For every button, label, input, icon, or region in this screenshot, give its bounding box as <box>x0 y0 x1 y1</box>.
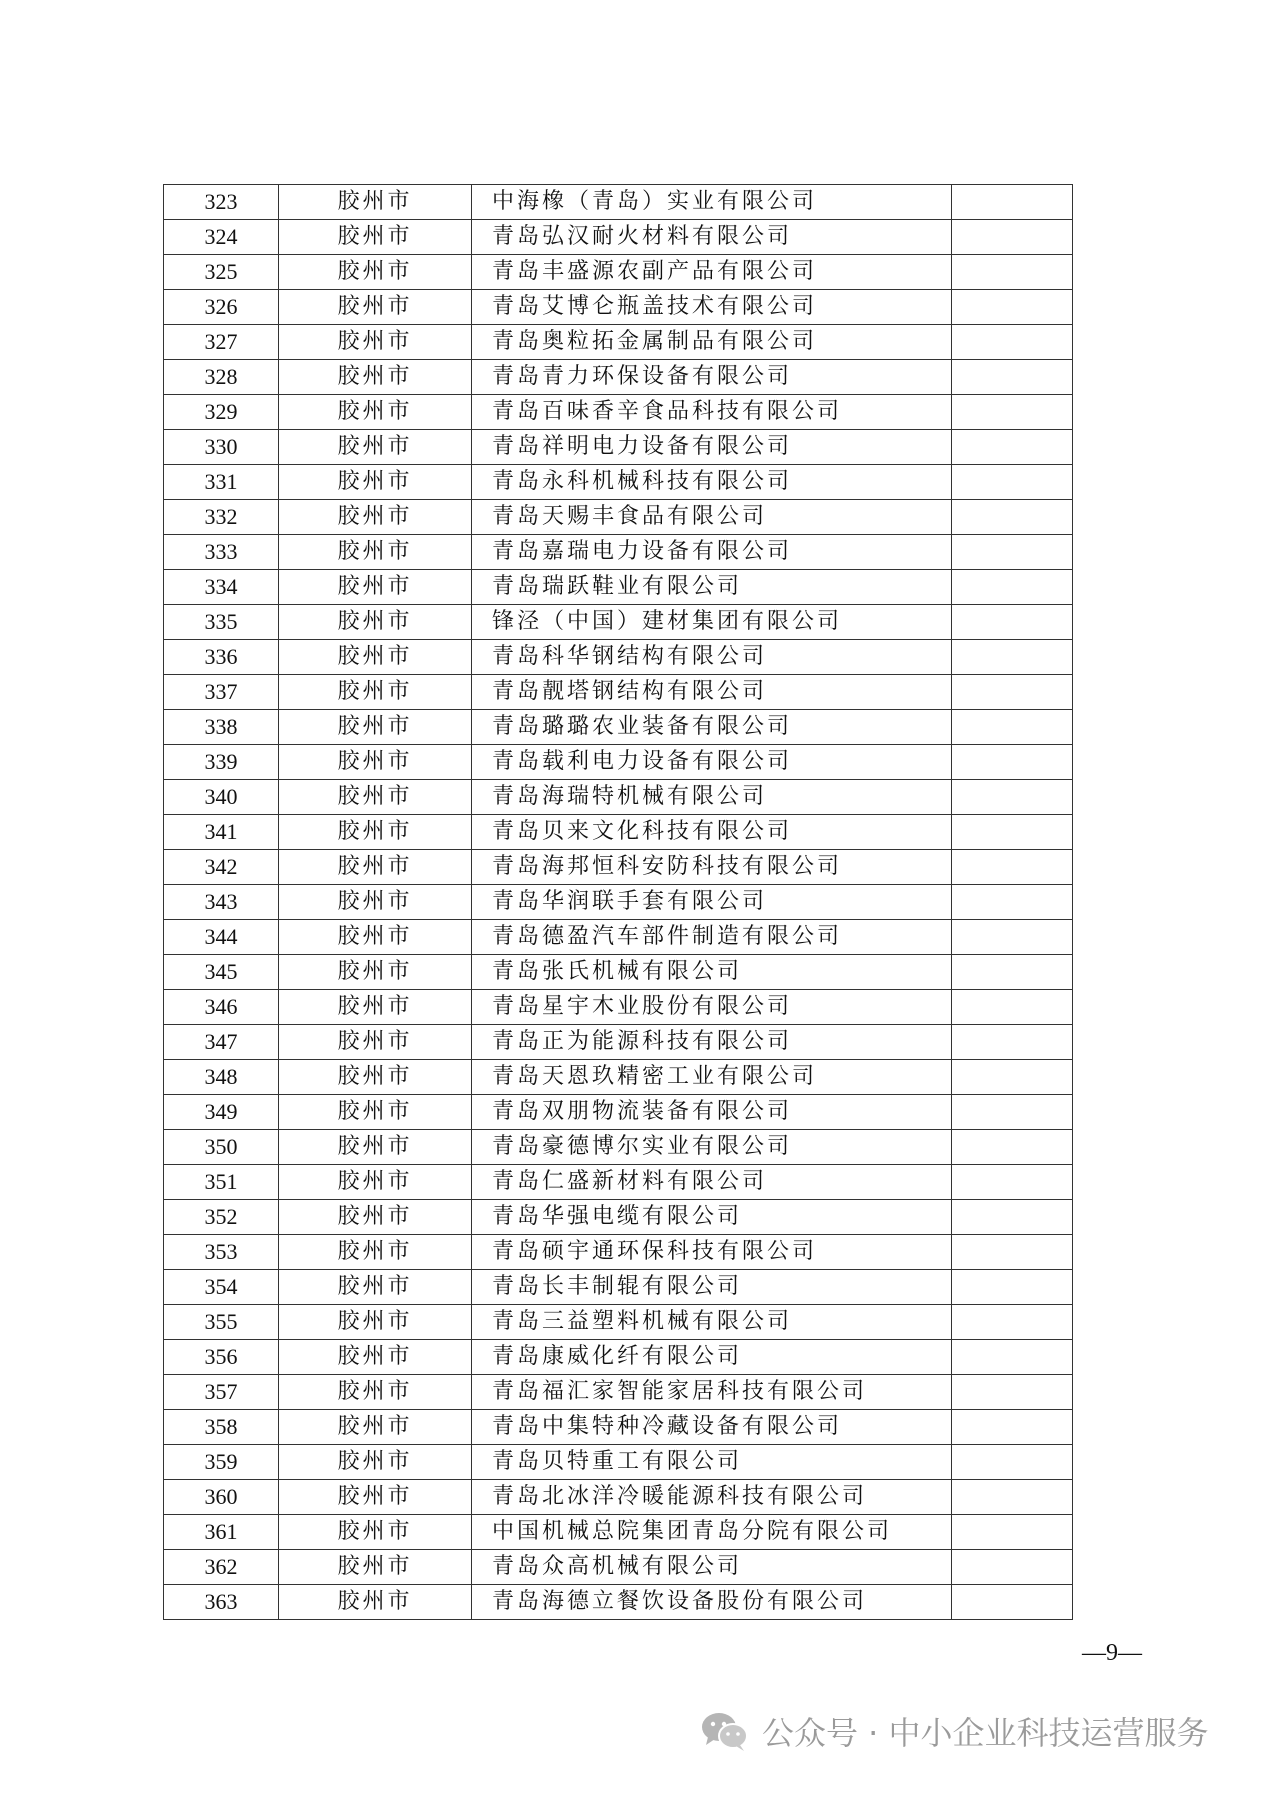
company-name-cell: 青岛璐璐农业装备有限公司 <box>472 710 952 745</box>
company-name-cell: 青岛丰盛源农副产品有限公司 <box>472 255 952 290</box>
table-row <box>164 955 1073 990</box>
remark-cell <box>952 920 1073 955</box>
company-name-cell: 青岛贝来文化科技有限公司 <box>472 815 952 850</box>
region-cell: 胶州市 <box>279 815 472 850</box>
remark-cell <box>952 1515 1073 1550</box>
row-number-cell: 332 <box>164 500 279 535</box>
remark-cell <box>952 1060 1073 1095</box>
table-row <box>164 465 1073 500</box>
region-cell: 胶州市 <box>279 395 472 430</box>
row-number-cell: 338 <box>164 710 279 745</box>
region-cell: 胶州市 <box>279 1095 472 1130</box>
table-row <box>164 185 1073 220</box>
table-row <box>164 605 1073 640</box>
row-number-cell: 361 <box>164 1515 279 1550</box>
region-cell: 胶州市 <box>279 605 472 640</box>
remark-cell <box>952 1585 1073 1620</box>
company-name-cell: 青岛福汇家智能家居科技有限公司 <box>472 1375 952 1410</box>
region-cell: 胶州市 <box>279 1480 472 1515</box>
company-name-cell: 青岛仁盛新材料有限公司 <box>472 1165 952 1200</box>
region-cell: 胶州市 <box>279 990 472 1025</box>
row-number-cell: 352 <box>164 1200 279 1235</box>
company-name-cell: 青岛康威化纤有限公司 <box>472 1340 952 1375</box>
region-cell: 胶州市 <box>279 1130 472 1165</box>
company-name-cell: 青岛长丰制辊有限公司 <box>472 1270 952 1305</box>
region-cell: 胶州市 <box>279 1550 472 1585</box>
company-name-cell: 青岛嘉瑞电力设备有限公司 <box>472 535 952 570</box>
region-cell: 胶州市 <box>279 1235 472 1270</box>
remark-cell <box>952 1235 1073 1270</box>
remark-cell <box>952 395 1073 430</box>
table-row <box>164 745 1073 780</box>
remark-cell <box>952 1305 1073 1340</box>
remark-cell <box>952 1165 1073 1200</box>
region-cell: 胶州市 <box>279 1375 472 1410</box>
company-name-cell: 青岛双朋物流装备有限公司 <box>472 1095 952 1130</box>
table-row <box>164 885 1073 920</box>
company-name-cell: 青岛天赐丰食品有限公司 <box>472 500 952 535</box>
company-name-cell: 青岛华强电缆有限公司 <box>472 1200 952 1235</box>
row-number-cell: 342 <box>164 850 279 885</box>
remark-cell <box>952 570 1073 605</box>
remark-cell <box>952 360 1073 395</box>
remark-cell <box>952 885 1073 920</box>
region-cell: 胶州市 <box>279 885 472 920</box>
table-row <box>164 395 1073 430</box>
company-name-cell: 青岛青力环保设备有限公司 <box>472 360 952 395</box>
company-name-cell: 青岛弘汉耐火材料有限公司 <box>472 220 952 255</box>
row-number-cell: 341 <box>164 815 279 850</box>
row-number-cell: 329 <box>164 395 279 430</box>
company-table <box>163 184 1073 1620</box>
region-cell: 胶州市 <box>279 255 472 290</box>
table-row <box>164 570 1073 605</box>
region-cell: 胶州市 <box>279 955 472 990</box>
row-number-cell: 337 <box>164 675 279 710</box>
row-number-cell: 330 <box>164 430 279 465</box>
remark-cell <box>952 1340 1073 1375</box>
table-row <box>164 1165 1073 1200</box>
remark-cell <box>952 185 1073 220</box>
remark-cell <box>952 1445 1073 1480</box>
row-number-cell: 350 <box>164 1130 279 1165</box>
company-name-cell: 青岛永科机械科技有限公司 <box>472 465 952 500</box>
remark-cell <box>952 500 1073 535</box>
company-name-cell: 青岛星宇木业股份有限公司 <box>472 990 952 1025</box>
region-cell: 胶州市 <box>279 465 472 500</box>
region-cell: 胶州市 <box>279 1165 472 1200</box>
remark-cell <box>952 535 1073 570</box>
region-cell: 胶州市 <box>279 325 472 360</box>
region-cell: 胶州市 <box>279 710 472 745</box>
page-number: —9— <box>1082 1640 1142 1666</box>
region-cell: 胶州市 <box>279 1515 472 1550</box>
company-name-cell: 青岛科华钢结构有限公司 <box>472 640 952 675</box>
company-name-cell: 中国机械总院集团青岛分院有限公司 <box>472 1515 952 1550</box>
region-cell: 胶州市 <box>279 220 472 255</box>
remark-cell <box>952 255 1073 290</box>
company-name-cell: 青岛豪德博尔实业有限公司 <box>472 1130 952 1165</box>
company-name-cell: 青岛海德立餐饮设备股份有限公司 <box>472 1585 952 1620</box>
table-row <box>164 1235 1073 1270</box>
row-number-cell: 354 <box>164 1270 279 1305</box>
region-cell: 胶州市 <box>279 850 472 885</box>
region-cell: 胶州市 <box>279 430 472 465</box>
remark-cell <box>952 1410 1073 1445</box>
region-cell: 胶州市 <box>279 1410 472 1445</box>
region-cell: 胶州市 <box>279 1445 472 1480</box>
region-cell: 胶州市 <box>279 640 472 675</box>
company-name-cell: 青岛祥明电力设备有限公司 <box>472 430 952 465</box>
table-row <box>164 1130 1073 1165</box>
table-row <box>164 1585 1073 1620</box>
region-cell: 胶州市 <box>279 780 472 815</box>
table-body <box>164 185 1073 1620</box>
row-number-cell: 359 <box>164 1445 279 1480</box>
table-row <box>164 1550 1073 1585</box>
table-row <box>164 1515 1073 1550</box>
remark-cell <box>952 605 1073 640</box>
row-number-cell: 344 <box>164 920 279 955</box>
region-cell: 胶州市 <box>279 290 472 325</box>
row-number-cell: 336 <box>164 640 279 675</box>
table-row <box>164 500 1073 535</box>
remark-cell <box>952 815 1073 850</box>
company-name-cell: 青岛百味香辛食品科技有限公司 <box>472 395 952 430</box>
company-name-cell: 青岛张氏机械有限公司 <box>472 955 952 990</box>
table-row <box>164 780 1073 815</box>
remark-cell <box>952 1480 1073 1515</box>
region-cell: 胶州市 <box>279 185 472 220</box>
table-row <box>164 430 1073 465</box>
remark-cell <box>952 745 1073 780</box>
remark-cell <box>952 1130 1073 1165</box>
company-name-cell: 青岛硕宇通环保科技有限公司 <box>472 1235 952 1270</box>
remark-cell <box>952 675 1073 710</box>
company-name-cell: 青岛天恩玖精密工业有限公司 <box>472 1060 952 1095</box>
remark-cell <box>952 290 1073 325</box>
table-row <box>164 535 1073 570</box>
remark-cell <box>952 990 1073 1025</box>
table-row <box>164 1270 1073 1305</box>
row-number-cell: 326 <box>164 290 279 325</box>
remark-cell <box>952 465 1073 500</box>
region-cell: 胶州市 <box>279 1340 472 1375</box>
region-cell: 胶州市 <box>279 1025 472 1060</box>
row-number-cell: 356 <box>164 1340 279 1375</box>
company-name-cell: 青岛瑞跃鞋业有限公司 <box>472 570 952 605</box>
table-row <box>164 255 1073 290</box>
company-name-cell: 青岛海瑞特机械有限公司 <box>472 780 952 815</box>
row-number-cell: 324 <box>164 220 279 255</box>
table-row <box>164 1025 1073 1060</box>
row-number-cell: 345 <box>164 955 279 990</box>
table-row <box>164 640 1073 675</box>
row-number-cell: 323 <box>164 185 279 220</box>
company-name-cell: 青岛正为能源科技有限公司 <box>472 1025 952 1060</box>
row-number-cell: 343 <box>164 885 279 920</box>
region-cell: 胶州市 <box>279 920 472 955</box>
company-name-cell: 青岛载利电力设备有限公司 <box>472 745 952 780</box>
table-row <box>164 1480 1073 1515</box>
table-row <box>164 1375 1073 1410</box>
remark-cell <box>952 780 1073 815</box>
remark-cell <box>952 1375 1073 1410</box>
remark-cell <box>952 640 1073 675</box>
table-row <box>164 920 1073 955</box>
company-name-cell: 青岛奥粒拓金属制品有限公司 <box>472 325 952 360</box>
row-number-cell: 362 <box>164 1550 279 1585</box>
table-row <box>164 1060 1073 1095</box>
row-number-cell: 357 <box>164 1375 279 1410</box>
region-cell: 胶州市 <box>279 1270 472 1305</box>
remark-cell <box>952 1025 1073 1060</box>
row-number-cell: 339 <box>164 745 279 780</box>
table-row <box>164 290 1073 325</box>
row-number-cell: 358 <box>164 1410 279 1445</box>
table-row <box>164 710 1073 745</box>
watermark-text: 公众号 · 中小企业科技运营服务 <box>762 1714 1209 1752</box>
region-cell: 胶州市 <box>279 1060 472 1095</box>
row-number-cell: 347 <box>164 1025 279 1060</box>
region-cell: 胶州市 <box>279 1200 472 1235</box>
row-number-cell: 328 <box>164 360 279 395</box>
row-number-cell: 346 <box>164 990 279 1025</box>
region-cell: 胶州市 <box>279 500 472 535</box>
row-number-cell: 355 <box>164 1305 279 1340</box>
row-number-cell: 333 <box>164 535 279 570</box>
company-name-cell: 青岛贝特重工有限公司 <box>472 1445 952 1480</box>
row-number-cell: 353 <box>164 1235 279 1270</box>
region-cell: 胶州市 <box>279 675 472 710</box>
table-row <box>164 1095 1073 1130</box>
row-number-cell: 363 <box>164 1585 279 1620</box>
watermark <box>700 1706 1209 1756</box>
company-name-cell: 青岛众高机械有限公司 <box>472 1550 952 1585</box>
table-row <box>164 815 1073 850</box>
remark-cell <box>952 430 1073 465</box>
table-row <box>164 850 1073 885</box>
region-cell: 胶州市 <box>279 535 472 570</box>
table-row <box>164 360 1073 395</box>
row-number-cell: 351 <box>164 1165 279 1200</box>
table-row <box>164 1200 1073 1235</box>
table-row <box>164 990 1073 1025</box>
company-name-cell: 中海橡（青岛）实业有限公司 <box>472 185 952 220</box>
table-row <box>164 1305 1073 1340</box>
remark-cell <box>952 1550 1073 1585</box>
remark-cell <box>952 1270 1073 1305</box>
remark-cell <box>952 710 1073 745</box>
company-name-cell: 青岛北冰洋冷暖能源科技有限公司 <box>472 1480 952 1515</box>
row-number-cell: 335 <box>164 605 279 640</box>
remark-cell <box>952 1095 1073 1130</box>
row-number-cell: 348 <box>164 1060 279 1095</box>
company-name-cell: 青岛三益塑料机械有限公司 <box>472 1305 952 1340</box>
company-name-cell: 锋泾（中国）建材集团有限公司 <box>472 605 952 640</box>
row-number-cell: 349 <box>164 1095 279 1130</box>
table-row <box>164 220 1073 255</box>
remark-cell <box>952 955 1073 990</box>
row-number-cell: 334 <box>164 570 279 605</box>
company-name-cell: 青岛中集特种冷藏设备有限公司 <box>472 1410 952 1445</box>
table-row <box>164 675 1073 710</box>
table-row <box>164 1410 1073 1445</box>
region-cell: 胶州市 <box>279 1585 472 1620</box>
region-cell: 胶州市 <box>279 570 472 605</box>
remark-cell <box>952 1200 1073 1235</box>
company-name-cell: 青岛艾博仑瓶盖技术有限公司 <box>472 290 952 325</box>
remark-cell <box>952 325 1073 360</box>
region-cell: 胶州市 <box>279 745 472 780</box>
remark-cell <box>952 850 1073 885</box>
row-number-cell: 340 <box>164 780 279 815</box>
wechat-icon <box>700 1710 750 1752</box>
company-name-cell: 青岛华润联手套有限公司 <box>472 885 952 920</box>
company-name-cell: 青岛靓塔钢结构有限公司 <box>472 675 952 710</box>
row-number-cell: 331 <box>164 465 279 500</box>
region-cell: 胶州市 <box>279 1305 472 1340</box>
table-row <box>164 1445 1073 1480</box>
row-number-cell: 327 <box>164 325 279 360</box>
table-row <box>164 1340 1073 1375</box>
company-name-cell: 青岛海邦恒科安防科技有限公司 <box>472 850 952 885</box>
row-number-cell: 360 <box>164 1480 279 1515</box>
company-name-cell: 青岛德盈汽车部件制造有限公司 <box>472 920 952 955</box>
row-number-cell: 325 <box>164 255 279 290</box>
table-row <box>164 325 1073 360</box>
region-cell: 胶州市 <box>279 360 472 395</box>
remark-cell <box>952 220 1073 255</box>
